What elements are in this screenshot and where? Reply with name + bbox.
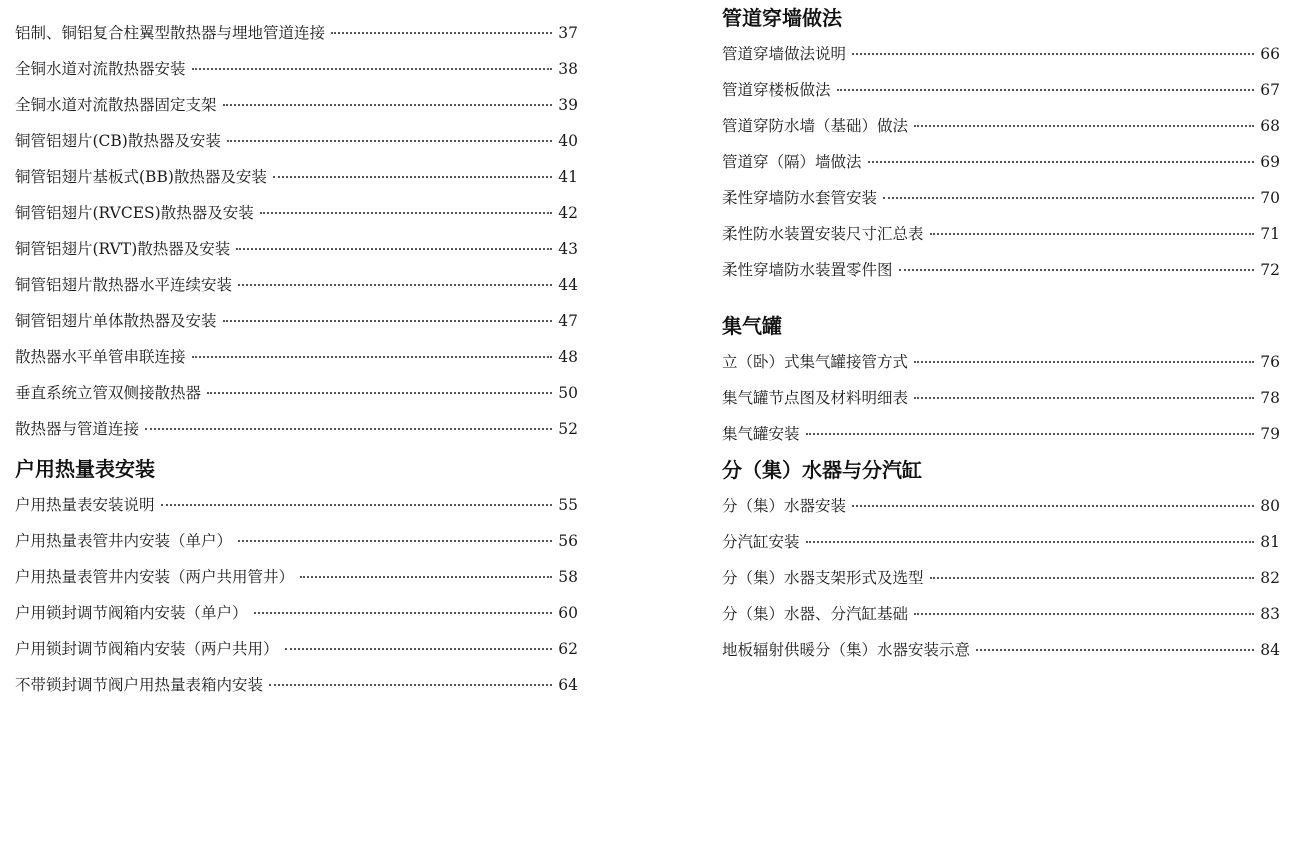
toc-entry-page-number: 78 (1260, 389, 1280, 407)
toc-entry-page-number: 37 (558, 24, 578, 42)
toc-entry[interactable] (722, 596, 1280, 632)
toc-entry-page-number: 42 (558, 204, 578, 222)
toc-entry-page-number: 66 (1260, 45, 1280, 63)
toc-entry-page-number: 52 (558, 420, 578, 438)
toc-entry-title: 分（集）水器安装 (722, 497, 847, 515)
toc-entry-title: 铜管铝翅片(RVCES)散热器及安装 (15, 204, 254, 222)
toc-entry-page-number: 47 (558, 312, 578, 330)
toc-entry-page-number: 64 (558, 676, 578, 694)
toc-entry[interactable] (722, 560, 1280, 596)
dot-leader (899, 269, 1254, 271)
dot-leader (300, 576, 552, 578)
toc-entry-page-number: 80 (1260, 497, 1280, 515)
toc-entry[interactable] (722, 488, 1280, 524)
toc-group-heat-meter (15, 487, 578, 703)
toc-left-column (15, 15, 578, 703)
dot-leader (852, 505, 1254, 507)
toc-entry-page-number: 41 (558, 168, 578, 186)
toc-entry-page-number: 79 (1260, 425, 1280, 443)
toc-entry[interactable] (15, 15, 578, 51)
toc-entry[interactable] (722, 108, 1280, 144)
dot-leader (223, 320, 552, 322)
toc-group-radiators (15, 15, 578, 447)
dot-leader (806, 541, 1254, 543)
toc-entry[interactable] (722, 416, 1280, 452)
toc-entry[interactable] (722, 36, 1280, 72)
toc-entry-page-number: 62 (558, 640, 578, 658)
toc-entry[interactable] (15, 631, 578, 667)
toc-entry-title: 铜管铝翅片基板式(BB)散热器及安装 (15, 168, 267, 186)
toc-entry-title: 垂直系统立管双侧接散热器 (15, 384, 202, 402)
toc-entry[interactable] (722, 380, 1280, 416)
dot-leader (238, 284, 552, 286)
toc-right-column (722, 0, 1280, 668)
toc-entry-title: 管道穿楼板做法 (722, 81, 831, 99)
toc-entry[interactable] (15, 411, 578, 447)
toc-entry-title: 分汽缸安装 (722, 533, 800, 551)
dot-leader (852, 53, 1254, 55)
dot-leader (273, 176, 552, 178)
toc-entry[interactable] (15, 487, 578, 523)
toc-entry-page-number: 55 (558, 496, 578, 514)
toc-group-wall-penetration (722, 36, 1280, 288)
dot-leader (145, 428, 552, 430)
toc-entry[interactable] (15, 87, 578, 123)
toc-entry[interactable] (15, 375, 578, 411)
toc-entry-title: 铝制、铜铝复合柱翼型散热器与埋地管道连接 (15, 24, 326, 42)
toc-entry-title: 户用热量表安装说明 (15, 496, 155, 514)
toc-entry-title: 铜管铝翅片散热器水平连续安装 (15, 276, 233, 294)
toc-entry-page-number: 56 (558, 532, 578, 550)
section-heading-heat-meter: 户用热量表安装 (15, 457, 155, 481)
dot-leader (976, 649, 1254, 651)
dot-leader (269, 684, 552, 686)
section-heading-wall-penetration: 管道穿墙做法 (722, 6, 842, 30)
toc-entry[interactable] (722, 252, 1280, 288)
dot-leader (254, 612, 552, 614)
toc-entry-page-number: 43 (558, 240, 578, 258)
dot-leader (930, 577, 1254, 579)
toc-group-air-vessel (722, 344, 1280, 452)
dot-leader (914, 361, 1254, 363)
toc-entry-page-number: 68 (1260, 117, 1280, 135)
toc-entry-title: 集气罐节点图及材料明细表 (722, 389, 909, 407)
dot-leader (192, 356, 552, 358)
toc-entry-page-number: 38 (558, 60, 578, 78)
toc-entry-title: 地板辐射供暖分（集）水器安装示意 (722, 641, 971, 659)
toc-entry[interactable] (15, 123, 578, 159)
dot-leader (236, 248, 552, 250)
toc-entry-page-number: 76 (1260, 353, 1280, 371)
toc-entry-title: 户用锁封调节阀箱内安装（两户共用） (15, 640, 279, 658)
dot-leader (260, 212, 552, 214)
toc-entry-title: 全铜水道对流散热器安装 (15, 60, 186, 78)
dot-leader (238, 540, 552, 542)
spacer (722, 288, 1280, 308)
dot-leader (806, 433, 1254, 435)
toc-entry[interactable] (722, 144, 1280, 180)
toc-entry[interactable] (15, 231, 578, 267)
toc-entry-page-number: 50 (558, 384, 578, 402)
toc-entry-title: 管道穿墙做法说明 (722, 45, 847, 63)
toc-entry-title: 铜管铝翅片(CB)散热器及安装 (15, 132, 221, 150)
toc-entry-page-number: 83 (1260, 605, 1280, 623)
toc-entry[interactable] (722, 632, 1280, 668)
toc-entry-page-number: 69 (1260, 153, 1280, 171)
toc-entry[interactable] (15, 195, 578, 231)
toc-entry-title: 柔性防水装置安装尺寸汇总表 (722, 225, 924, 243)
toc-entry-page-number: 44 (558, 276, 578, 294)
toc-entry-page-number: 70 (1260, 189, 1280, 207)
toc-entry-page-number: 82 (1260, 569, 1280, 587)
dot-leader (914, 125, 1254, 127)
dot-leader (207, 392, 552, 394)
toc-entry-title: 不带锁封调节阀户用热量表箱内安装 (15, 676, 264, 694)
toc-entry[interactable] (15, 159, 578, 195)
dot-leader (914, 613, 1254, 615)
dot-leader (868, 161, 1254, 163)
toc-entry[interactable] (15, 667, 578, 703)
section-heading-manifold: 分（集）水器与分汽缸 (722, 458, 922, 482)
toc-entry[interactable] (15, 339, 578, 375)
toc-entry[interactable] (15, 523, 578, 559)
dot-leader (883, 197, 1254, 199)
toc-entry[interactable] (15, 559, 578, 595)
toc-entry-title: 分（集）水器、分汽缸基础 (722, 605, 909, 623)
toc-entry-title: 立（卧）式集气罐接管方式 (722, 353, 909, 371)
toc-entry-title: 户用锁封调节阀箱内安装（单户） (15, 604, 248, 622)
toc-entry-title: 散热器与管道连接 (15, 420, 140, 438)
toc-entry[interactable] (722, 72, 1280, 108)
toc-entry-title: 铜管铝翅片(RVT)散热器及安装 (15, 240, 231, 258)
dot-leader (223, 104, 552, 106)
toc-entry[interactable] (722, 216, 1280, 252)
toc-entry-page-number: 84 (1260, 641, 1280, 659)
dot-leader (914, 397, 1254, 399)
toc-entry-title: 散热器水平单管串联连接 (15, 348, 186, 366)
toc-entry[interactable] (722, 524, 1280, 560)
toc-entry-page-number: 67 (1260, 81, 1280, 99)
toc-entry[interactable] (722, 344, 1280, 380)
toc-entry-title: 分（集）水器支架形式及选型 (722, 569, 924, 587)
toc-entry-title: 集气罐安装 (722, 425, 800, 443)
dot-leader (930, 233, 1254, 235)
toc-entry-page-number: 48 (558, 348, 578, 366)
toc-entry[interactable] (722, 180, 1280, 216)
toc-entry-page-number: 72 (1260, 261, 1280, 279)
toc-group-manifold (722, 488, 1280, 668)
toc-entry-title: 管道穿（隔）墙做法 (722, 153, 862, 171)
toc-entry-title: 柔性穿墙防水装置零件图 (722, 261, 893, 279)
dot-leader (285, 648, 552, 650)
dot-leader (331, 32, 552, 34)
toc-entry-title: 全铜水道对流散热器固定支架 (15, 96, 217, 114)
toc-entry-page-number: 40 (558, 132, 578, 150)
toc-entry-title: 柔性穿墙防水套管安装 (722, 189, 878, 207)
toc-entry-title: 户用热量表管井内安装（两户共用管井） (15, 568, 295, 586)
dot-leader (837, 89, 1254, 91)
toc-entry[interactable] (15, 51, 578, 87)
toc-entry-page-number: 71 (1260, 225, 1280, 243)
toc-entry-page-number: 39 (558, 96, 578, 114)
toc-entry[interactable] (15, 267, 578, 303)
toc-entry-title: 管道穿防水墙（基础）做法 (722, 117, 909, 135)
toc-entry-title: 户用热量表管井内安装（单户） (15, 532, 233, 550)
toc-entry-page-number: 58 (558, 568, 578, 586)
section-heading-air-vessel: 集气罐 (722, 314, 782, 338)
dot-leader (161, 504, 552, 506)
toc-entry-page-number: 60 (558, 604, 578, 622)
dot-leader (227, 140, 552, 142)
dot-leader (192, 68, 552, 70)
toc-entry-title: 铜管铝翅片单体散热器及安装 (15, 312, 217, 330)
toc-entry-page-number: 81 (1260, 533, 1280, 551)
toc-entry[interactable] (15, 595, 578, 631)
toc-entry[interactable] (15, 303, 578, 339)
